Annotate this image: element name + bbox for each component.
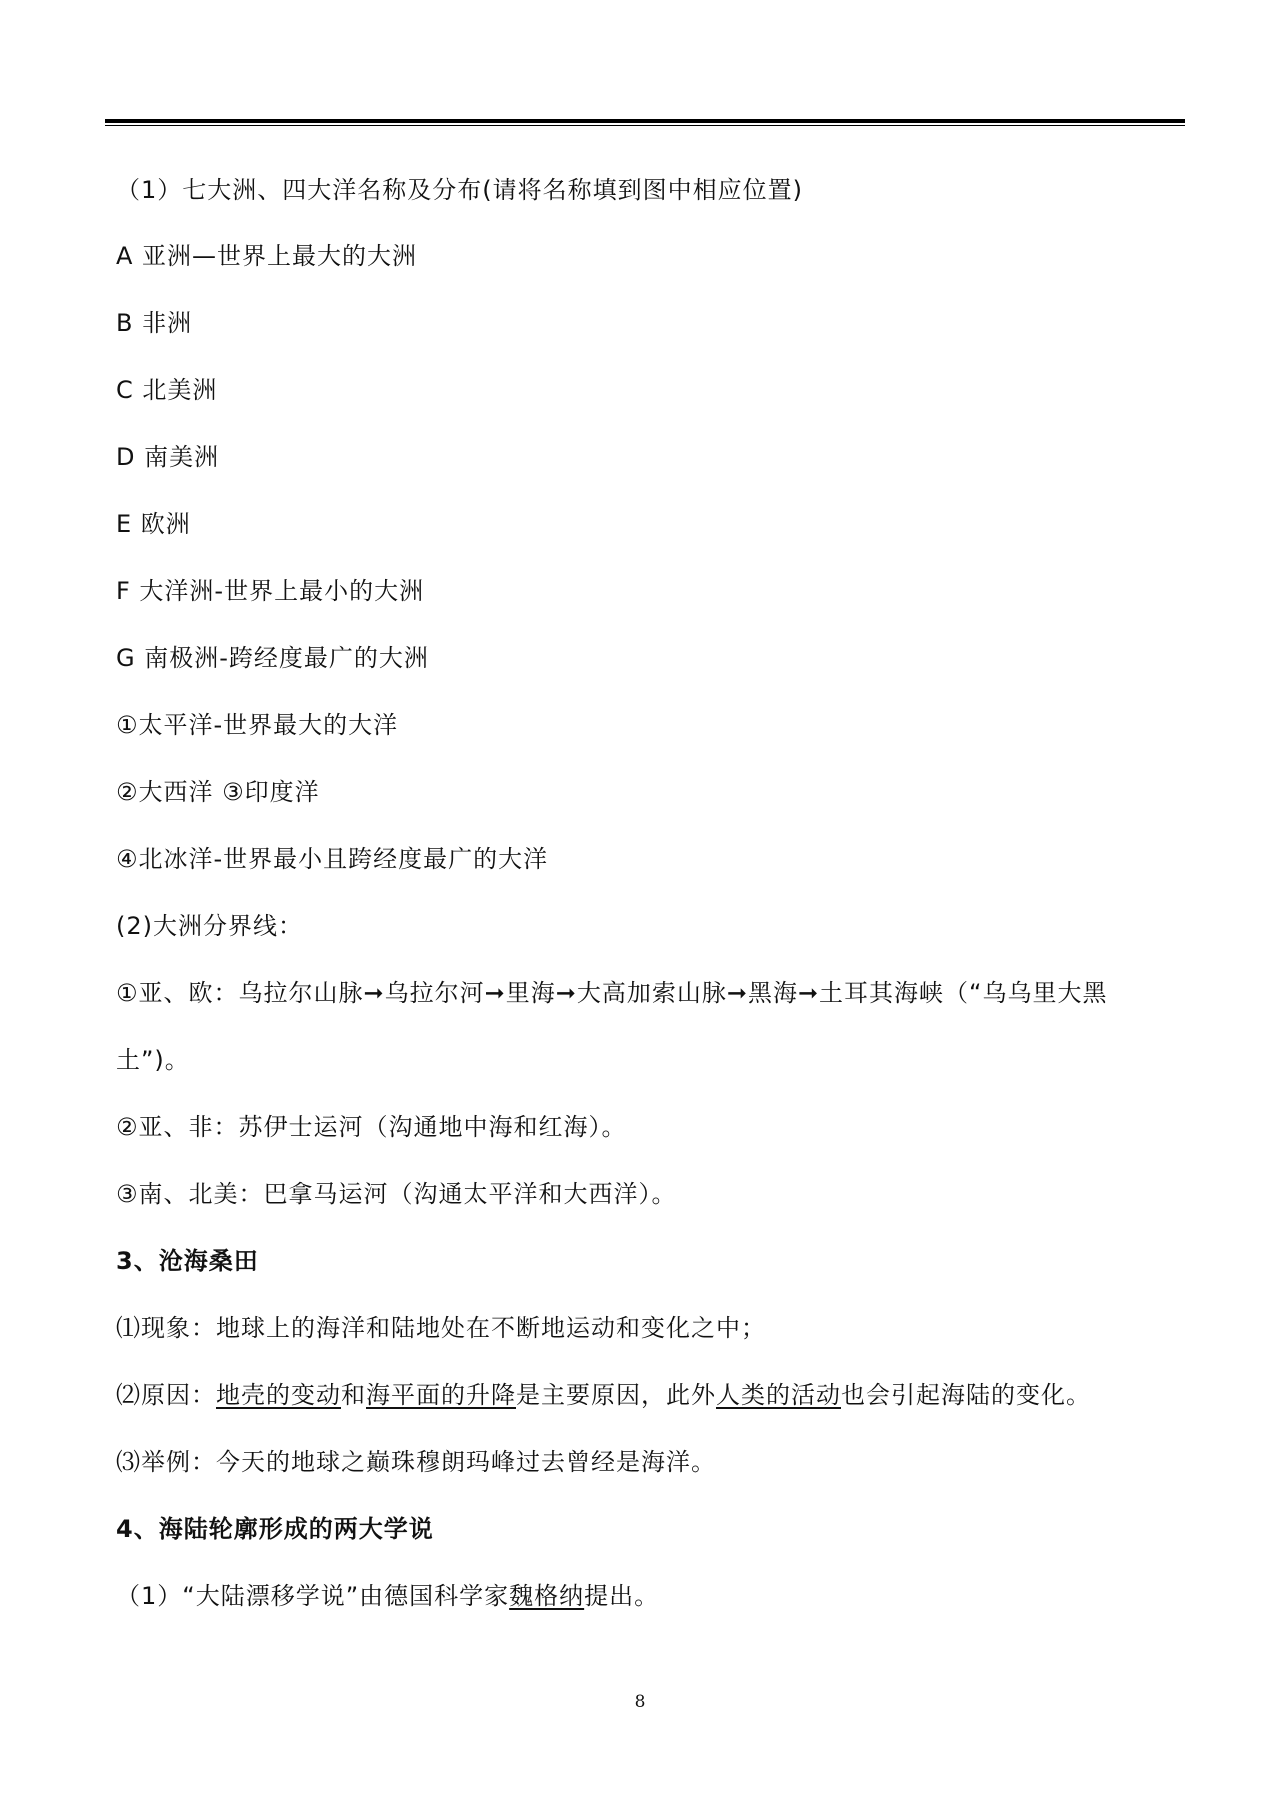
wegener-name: 魏格纳 (509, 1582, 585, 1610)
continent-a: A 亚洲—世界上最大的大洲 (116, 242, 418, 270)
continent-d: D 南美洲 (116, 443, 220, 471)
cause-prefix: ⑵原因： (116, 1381, 216, 1409)
cause-crust: 地壳的变动 (216, 1381, 341, 1409)
header-rule-thick (105, 119, 1185, 123)
header-rule-thin (105, 125, 1185, 126)
cause-end: 也会引起海陆的变化。 (841, 1381, 1091, 1409)
cause-middle: 是主要原因，此外 (516, 1381, 716, 1409)
boundary-asia-europe-cont: 土”)。 (116, 1046, 190, 1074)
cause-human: 人类的活动 (716, 1381, 841, 1409)
ocean-1: ①太平洋-世界最大的大洋 (116, 711, 399, 739)
phenomenon-item: ⑴现象：地球上的海洋和陆地处在不断地运动和变化之中； (116, 1314, 766, 1342)
continents-oceans-heading: （1）七大洲、四大洋名称及分布(请将名称填到图中相应位置) (116, 176, 803, 204)
drift-theory-item (116, 1581, 659, 1611)
page-number: 8 (634, 1692, 646, 1712)
continent-c: C 北美洲 (116, 376, 218, 404)
boundaries-heading: (2)大洲分界线： (116, 912, 303, 940)
cause-and: 和 (341, 1381, 366, 1409)
ocean-2-3: ②大西洋 ③印度洋 (116, 778, 320, 806)
drift-prefix: （1）“大陆漂移学说”由德国科学家 (116, 1582, 510, 1610)
example-item: ⑶举例：今天的地球之巅珠穆朗玛峰过去曾经是海洋。 (116, 1448, 716, 1476)
section-4-heading: 4、海陆轮廓形成的两大学说 (116, 1515, 434, 1543)
section-3-heading: 3、沧海桑田 (116, 1247, 259, 1275)
continent-e: E 欧洲 (116, 510, 191, 538)
continent-g: G 南极洲-跨经度最广的大洲 (116, 644, 429, 672)
boundary-asia-europe: ①亚、欧：乌拉尔山脉➞乌拉尔河➞里海➞大高加索山脉➞黑海➞土耳其海峡（“乌乌里大黑 (116, 979, 1108, 1007)
continent-b: B 非洲 (116, 309, 193, 337)
drift-end: 提出。 (584, 1582, 660, 1610)
boundary-americas: ③南、北美：巴拿马运河（沟通太平洋和大西洋）。 (116, 1180, 677, 1208)
boundary-asia-africa: ②亚、非：苏伊士运河（沟通地中海和红海）。 (116, 1113, 627, 1141)
cause-item (116, 1380, 1091, 1410)
cause-sea-level: 海平面的升降 (366, 1381, 516, 1409)
continent-f: F 大洋洲-世界上最小的大洲 (116, 577, 425, 605)
ocean-4: ④北冰洋-世界最小且跨经度最广的大洋 (116, 845, 549, 873)
